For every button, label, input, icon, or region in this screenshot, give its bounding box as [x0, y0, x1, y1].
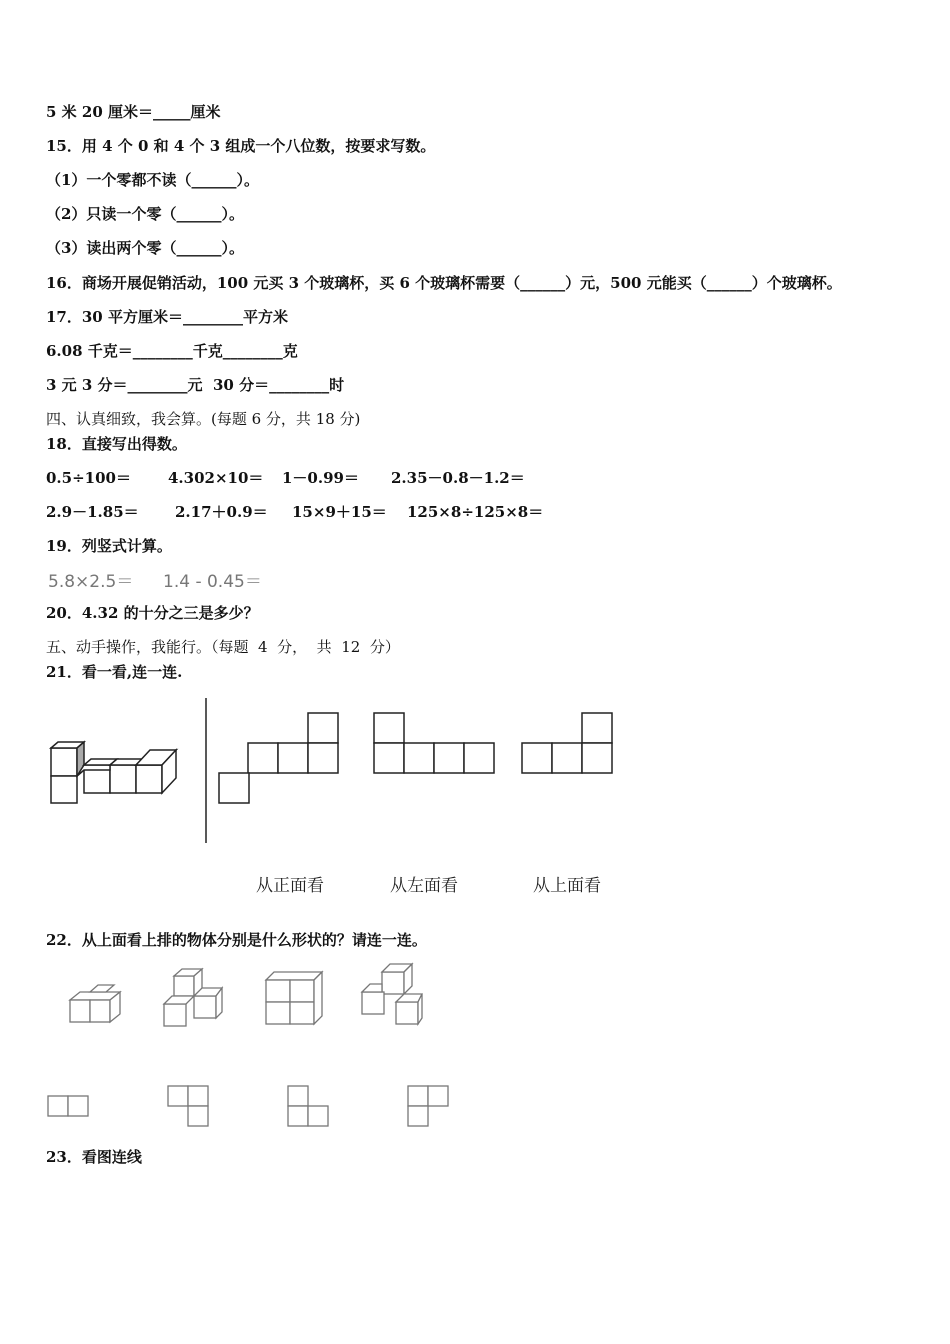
calc-item: 1－0.99＝ [282, 469, 359, 487]
divider-line [204, 698, 208, 843]
calc-item: 15×9＋15＝ [292, 503, 387, 521]
left-view-shape [372, 712, 498, 776]
q14-line: 5 米 20 厘米＝_____厘米 [46, 103, 221, 121]
cube-stack-figure [46, 738, 186, 808]
q17-line2: 6.08 千克＝________千克________克 [46, 342, 298, 360]
view-label-left: 从左面看 [390, 876, 458, 896]
cube-object-1 [66, 980, 126, 1026]
top-shape-3 [286, 1084, 332, 1130]
cube-object-4 [356, 960, 426, 1028]
top-shape-1 [46, 1094, 92, 1118]
q19-title: 19．列竖式计算。 [46, 537, 172, 555]
section-4-heading: 四、认真细致，我会算。(每题 6 分，共 18 分) [46, 410, 361, 428]
calc-item: 2.17＋0.9＝ [175, 503, 268, 521]
q18-title: 18．直接写出得数。 [46, 435, 187, 453]
q23-title: 23．看图连线 [46, 1148, 142, 1166]
calc-item: 4.302×10＝ [168, 469, 264, 487]
q17-line3: 3 元 3 分＝________元 30 分＝________时 [46, 376, 345, 394]
vertical-calc-item: 1.4 - 0.45＝ [163, 572, 262, 592]
q21-title: 21．看一看,连一连. [46, 663, 183, 681]
q17-title: 17．30 平方厘米＝________平方米 [46, 308, 288, 326]
q20-title: 20．4.32 的十分之三是多少？ [46, 604, 259, 622]
q15-part2: （2）只读一个零（______）。 [46, 205, 244, 223]
q15-title: 15．用 4 个 0 和 4 个 3 组成一个八位数，按要求写数。 [46, 137, 436, 155]
top-shape-4 [406, 1084, 452, 1130]
top-view-shape [521, 712, 617, 776]
calc-item: 0.5÷100＝ [46, 469, 131, 487]
section-5-heading: 五、动手操作，我能行。（每题 4 分， 共 12 分） [46, 638, 400, 656]
view-label-top: 从上面看 [533, 876, 601, 896]
q15-part3: （3）读出两个零（______）。 [46, 239, 244, 257]
calc-item: 125×8÷125×8＝ [407, 503, 544, 521]
view-label-front: 从正面看 [256, 876, 324, 896]
q22-title: 22．从上面看上排的物体分别是什么形状的？请连一连。 [46, 931, 427, 949]
front-view-shape [218, 712, 342, 804]
cube-object-3 [262, 968, 326, 1028]
vertical-calc-item: 5.8×2.5＝ [48, 572, 134, 592]
q15-part1: （1）一个零都不读（______）。 [46, 171, 259, 189]
top-shape-2 [166, 1084, 212, 1130]
q16-title: 16．商场开展促销活动，100 元买 3 个玻璃杯，买 6 个玻璃杯需要（______）元，500 元能买（______）个玻璃杯。 [46, 274, 842, 292]
calc-item: 2.9－1.85＝ [46, 503, 139, 521]
calc-item: 2.35－0.8－1.2＝ [391, 469, 525, 487]
cube-object-2 [160, 966, 226, 1030]
